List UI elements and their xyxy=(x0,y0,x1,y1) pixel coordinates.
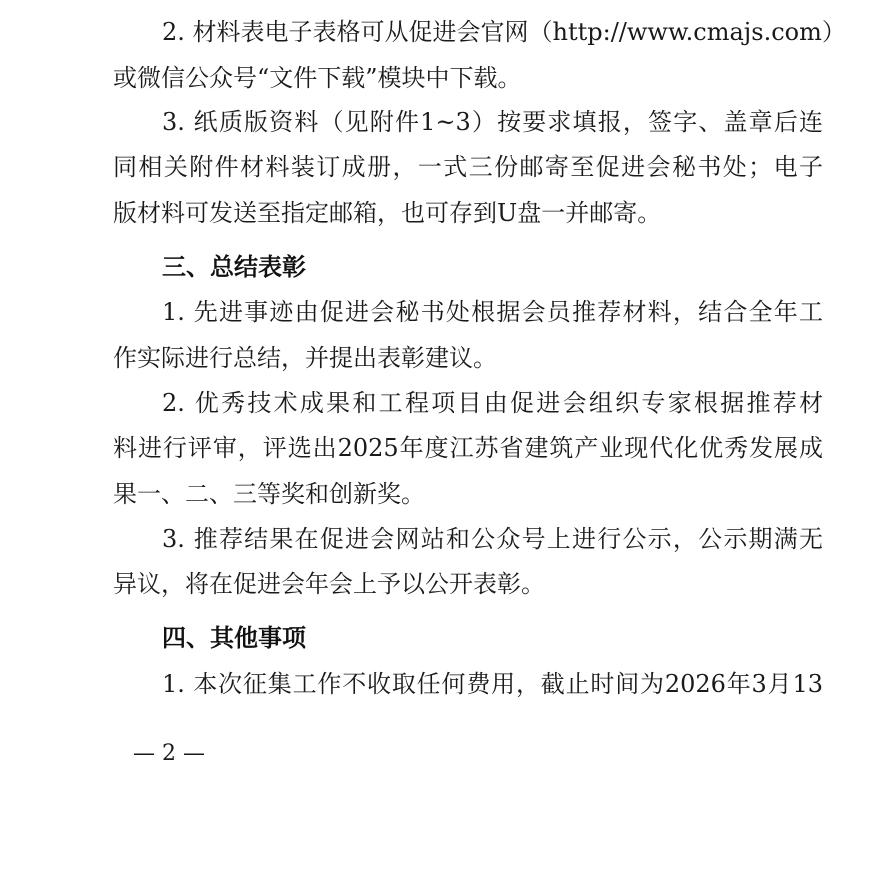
section-three-item-1-line-1: 1. 先进事迹由促进会秘书处根据会员推荐材料，结合全年工 xyxy=(162,298,823,326)
section-three-heading: 三、总结表彰 xyxy=(162,253,306,281)
section-three-item-2-line-2: 料进行评审，评选出2025年度江苏省建筑产业现代化优秀发展成 xyxy=(113,434,823,462)
section-two-item-3-line-3: 版材料可发送至指定邮箱，也可存到U盘一并邮寄。 xyxy=(113,199,662,227)
section-three-item-3-line-2: 异议，将在促进会年会上予以公开表彰。 xyxy=(113,570,545,598)
section-three-item-2-line-1: 2. 优秀技术成果和工程项目由促进会组织专家根据推荐材 xyxy=(162,389,823,417)
page-number: — 2 — xyxy=(133,741,205,766)
section-three-item-1-line-2: 作实际进行总结，并提出表彰建议。 xyxy=(113,344,497,372)
section-two-item-2-line-1: 2. 材料表电子表格可从促进会官网（http://www.cmajs.com） xyxy=(162,18,846,46)
section-two-item-2-line-2: 或微信公众号“文件下载”模块中下载。 xyxy=(113,64,522,92)
section-three-item-3-line-1: 3. 推荐结果在促进会网站和公众号上进行公示，公示期满无 xyxy=(162,525,823,553)
section-four-heading: 四、其他事项 xyxy=(162,624,306,652)
section-four-item-1-line-1: 1. 本次征集工作不收取任何费用，截止时间为2026年3月13 xyxy=(162,670,823,698)
section-three-item-2-line-3: 果一、二、三等奖和创新奖。 xyxy=(113,480,425,508)
section-two-item-3-line-2: 同相关附件材料装订成册，一式三份邮寄至促进会秘书处；电子 xyxy=(113,153,823,181)
section-two-item-3-line-1: 3. 纸质版资料（见附件1~3）按要求填报，签字、盖章后连 xyxy=(162,108,823,136)
